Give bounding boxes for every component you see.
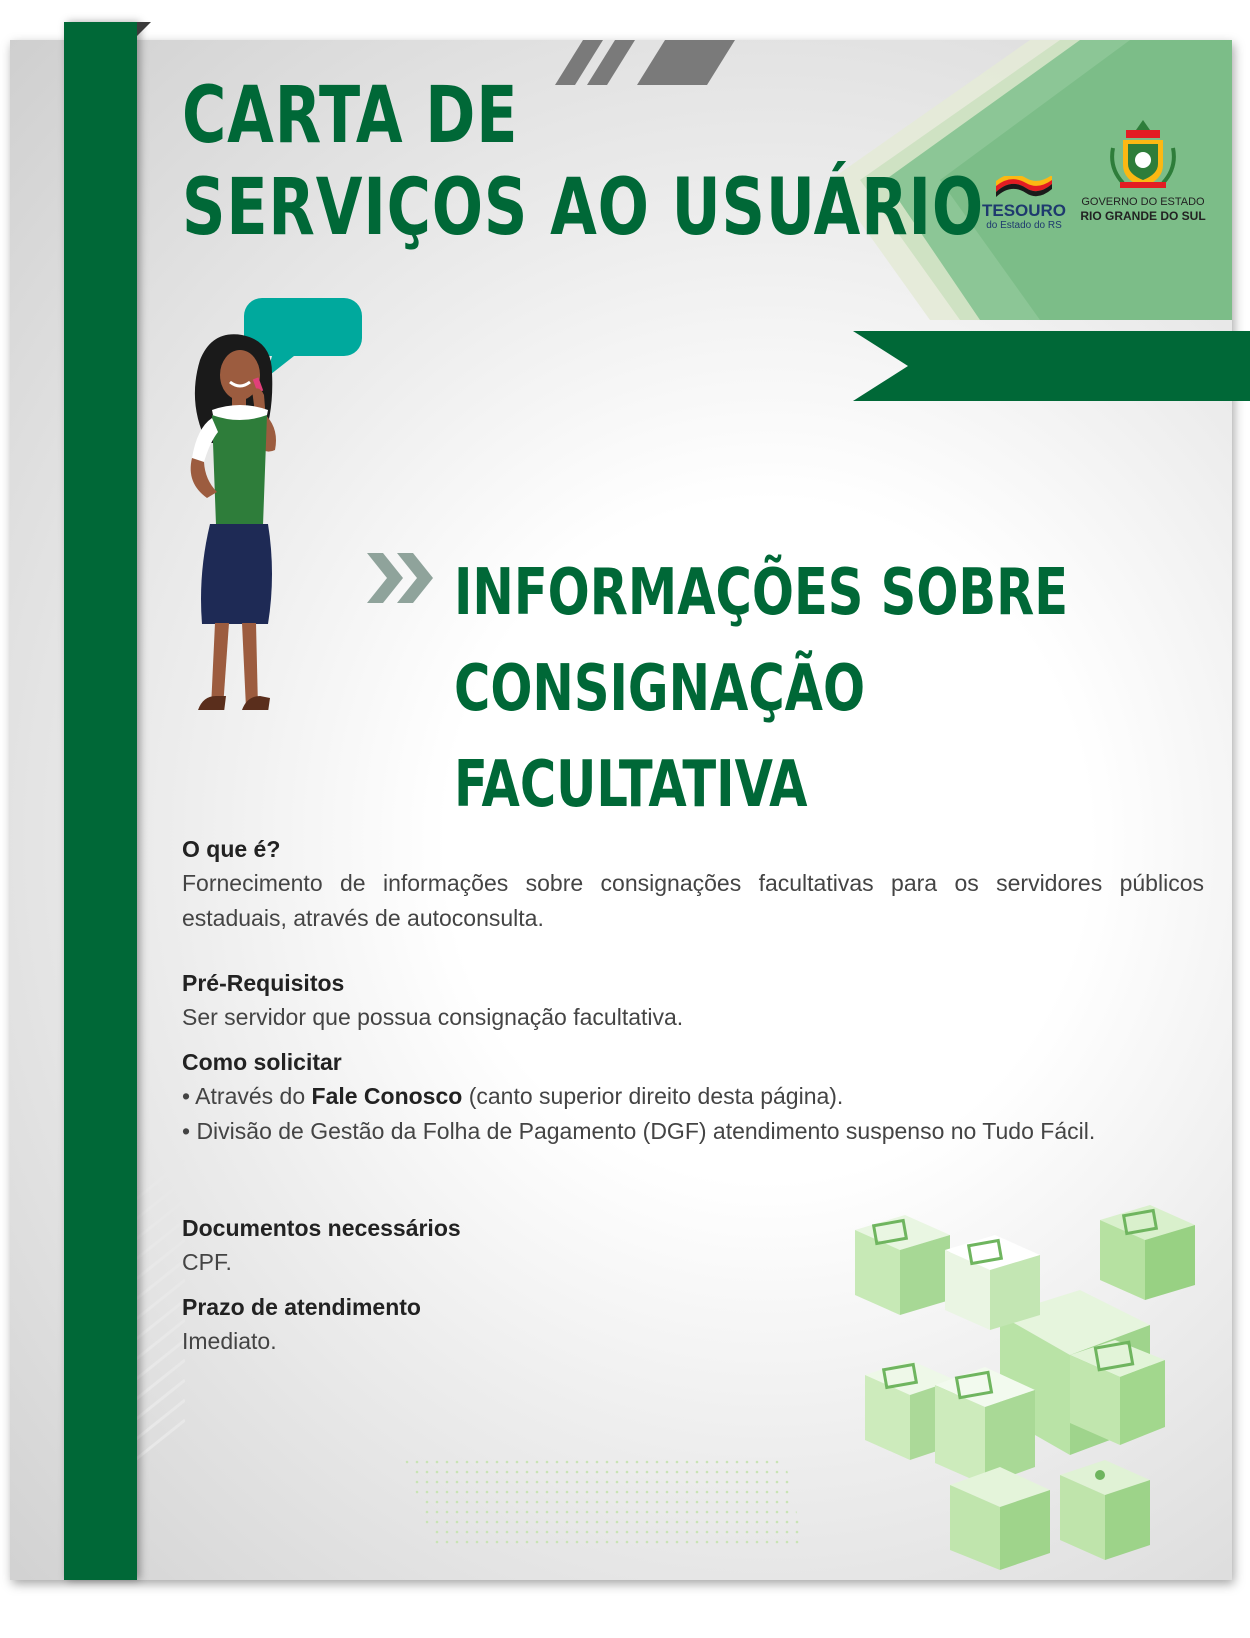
service-title-line-1: INFORMAÇÕES SOBRE (454, 556, 1069, 630)
section-text-pre-requisitos: Ser servidor que possua consignação facultativa. (182, 1004, 684, 1030)
governo-line-1: GOVERNO DO ESTADO (1081, 196, 1205, 208)
left-green-bar (64, 22, 137, 1580)
tesouro-flag-icon (994, 176, 1054, 198)
section-como-solicitar (182, 1045, 1204, 1149)
title-line-1: CARTA DE (182, 71, 519, 161)
governo-line-2: RIO GRANDE DO SUL (1080, 209, 1206, 223)
section-text-documentos: CPF. (182, 1249, 232, 1275)
como-item-1-suffix: (canto superior direito desta página). (462, 1083, 844, 1109)
title-line-2: SERVIÇOS AO USUÁRIO (182, 163, 985, 253)
fale-conosco-link[interactable]: Fale Conosco (311, 1083, 463, 1109)
como-solicitar-item-2: • Divisão de Gestão da Folha de Pagamento (DGF) atendimento suspenso no Tudo Fácil. (182, 1118, 1096, 1144)
service-title-line-2: CONSIGNAÇÃO FACULTATIVA (454, 652, 866, 822)
section-heading-documentos: Documentos necessários (182, 1215, 461, 1241)
section-text-prazo: Imediato. (182, 1328, 277, 1354)
tesouro-subtitle: do Estado do RS (986, 220, 1062, 231)
como-item-1-prefix: • Através do (182, 1083, 312, 1109)
section-heading-como-solicitar: Como solicitar (182, 1049, 342, 1075)
section-documentos (182, 1211, 1204, 1280)
side-hatching-decoration (135, 1160, 185, 1480)
content-sections (182, 832, 1204, 1359)
green-bar-fold (137, 22, 151, 36)
section-o-que-e (182, 832, 1204, 936)
section-pre-requisitos (182, 966, 1204, 1035)
como-solicitar-item-1 (182, 1079, 1204, 1114)
section-heading-o-que-e: O que é? (182, 836, 281, 862)
woman-on-phone-illustration (170, 290, 400, 710)
governo-rs-logo (1078, 118, 1208, 223)
double-chevron-icon (367, 553, 435, 603)
section-text-o-que-e: Fornecimento de informações sobre consignações facultativas para os servidores públicos estaduais, através de autoconsulta. (182, 870, 1204, 931)
dot-pattern-decoration (405, 1460, 805, 1550)
section-prazo (182, 1290, 1204, 1359)
page-title (182, 70, 984, 254)
service-title (454, 545, 1139, 833)
section-heading-prazo: Prazo de atendimento (182, 1294, 421, 1320)
coat-of-arms-icon (1108, 118, 1178, 192)
section-heading-pre-requisitos: Pré-Requisitos (182, 970, 345, 996)
tesouro-name: TESOURO (981, 201, 1067, 220)
tesouro-logo (980, 176, 1068, 232)
green-ribbon (853, 331, 1250, 401)
